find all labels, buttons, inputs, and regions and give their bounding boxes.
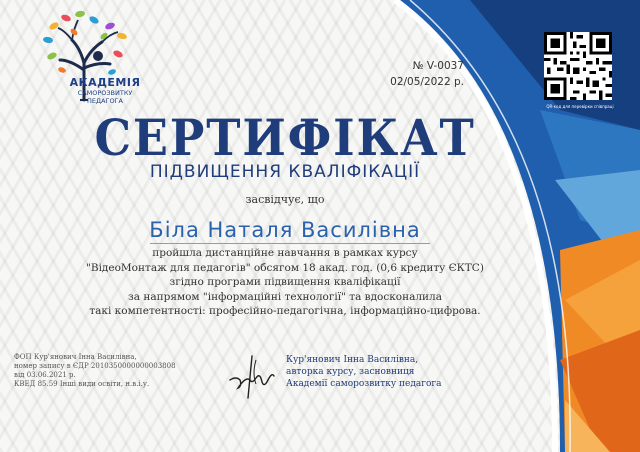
logo-text [60,76,150,105]
logo-subtitle-line2: ПЕДАГОГА [86,97,123,105]
author-line: Кур'янович Інна Василівна, [286,355,419,365]
logo-name: АКАДЕМІЯ [69,76,141,89]
certificate-body [0,246,570,319]
body-line: такі компетентності: професійно-педагогічна, інформаційно-цифрова. [89,305,481,318]
author-details [286,354,486,390]
recipient-name: Біла Наталя Василівна [149,218,421,242]
issuer-line: номер запису в ЄДР 2010350000000003808 [14,362,176,370]
author-line: авторка курсу, засновниця [286,367,415,377]
certificate-date: 02/05/2022 р. [390,76,464,88]
issuer-line: від 03.06.2021 р. [14,371,76,379]
name-underline [150,243,430,244]
certifies-text: засвідчує, що [245,193,325,206]
body-line: пройшла дистанційне навчання в рамках курсу [152,247,418,259]
signature-icon [222,354,278,400]
issuer-line: ФОП Кур'янович Інна Василівна, [14,353,137,361]
certificate-subtitle: ПІДВИЩЕННЯ КВАЛІФІКАЦІЇ [149,162,421,182]
qr-caption: QR-код для перевірки співпраці [546,104,614,109]
body-line: згідно програми підвищення кваліфікації [169,276,401,289]
certificate-number: № V-0037 [412,60,464,72]
issuer-details [14,353,204,389]
issuer-line: КВЕД 85.59 Інші види освіти, н.в.і.у. [14,380,150,388]
certificate-meta [390,58,464,90]
body-line: "ВідеоМонтаж для педагогів" обсягом 18 акад. год. (0,6 кредиту ЄКТС) [86,261,484,274]
logo-subtitle-line1: САМОРОЗВИТКУ [77,89,133,97]
author-line: Академії саморозвитку педагога [286,379,442,389]
qr-code-icon [544,32,612,100]
body-line: за напрямом "інформаційні технології" та вдосконалила [128,290,442,303]
certificate-title: СЕРТИФІКАТ [94,108,476,167]
